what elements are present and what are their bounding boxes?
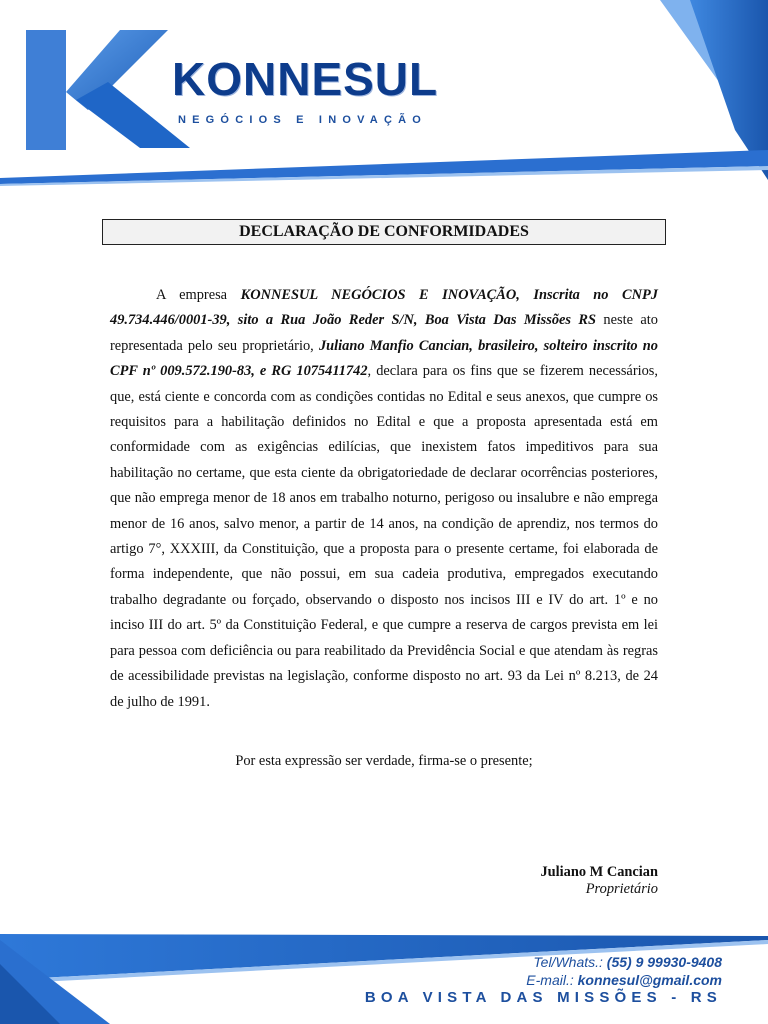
phone-number: (55) 9 99930-9408 [606, 954, 722, 970]
paragraph-intro: A empresa [156, 287, 241, 303]
email-label: E-mail.: [526, 972, 578, 988]
declaration-paragraph [110, 283, 658, 715]
signer-role: Proprietário [585, 881, 658, 897]
email-address: konnesul@gmail.com [577, 972, 722, 988]
phone-label: Tel/Whats.: [533, 954, 607, 970]
company-details: KONNESUL NEGÓCIOS E INOVAÇÃO, Inscrita no CNPJ 49.734.446/0001-39, sito a Rua João Reder S/N, Boa Vista Das Missões RS [110, 287, 658, 329]
k-logo-icon [26, 30, 190, 150]
paragraph-rest: , declara para os fins que se fizerem necessários, que, está ciente e concorda com as condições contidas no Edital e seus anexos, que cumpre os requisitos para a habilitação definidos no Edital e que a proposta apresentada está em conformidade com as exigências edilícias, que inexistem fatos impeditivos para sua habilitação no certame, que esta ciente da obrigatoriedade de declarar ocorrências posteriores, que não emprega menor de 18 anos em trabalho noturno, perigoso ou insalubre e não emprega menor de 16 anos, salvo menor, a partir de 14 anos, na condição de aprendiz, nos termos do artigo 7°, XXXIII, da Constituição, que a proposta para o presente certame, foi elaborada de forma independente, que não possui, em sua cadeia produtiva, empregados executando trabalho degradante ou forçado, observando o disposto nos incisos III e IV do art. 1º e no inciso III do art. 5º da Constituição Federal, e que cumpre a reserva de cargos prevista em lei para pessoa com deficiência ou para reabilitado da Previdência Social e que atendam às regras de acessibilidade previstas na legislação, conforme disposto no art. 93 da Lei nº 8.213, de 24 de julho de 1991. [110, 363, 659, 710]
closing-statement: Por esta expressão ser verdade, firma-se o presente; [235, 753, 533, 769]
signer-name: Juliano M Cancian [540, 864, 658, 880]
paragraph-middle: neste ato representada pelo seu proprietário, [110, 312, 658, 354]
brand-name: KONNESUL [172, 53, 439, 105]
owner-details: Juliano Manfio Cancian, brasileiro, solteiro inscrito no CPF nº 009.572.190-83, e RG 1075411742 [110, 337, 658, 380]
contact-info [526, 953, 722, 989]
phone-line [526, 953, 722, 971]
brand-tagline: NEGÓCIOS E INOVAÇÃO [178, 114, 427, 126]
email-line [526, 971, 722, 989]
document-title: DECLARAÇÃO DE CONFORMIDADES [102, 219, 666, 245]
declaration-body [110, 283, 658, 715]
signature-block [540, 864, 658, 898]
footer-city: BOA VISTA DAS MISSÕES - RS [364, 989, 722, 1006]
